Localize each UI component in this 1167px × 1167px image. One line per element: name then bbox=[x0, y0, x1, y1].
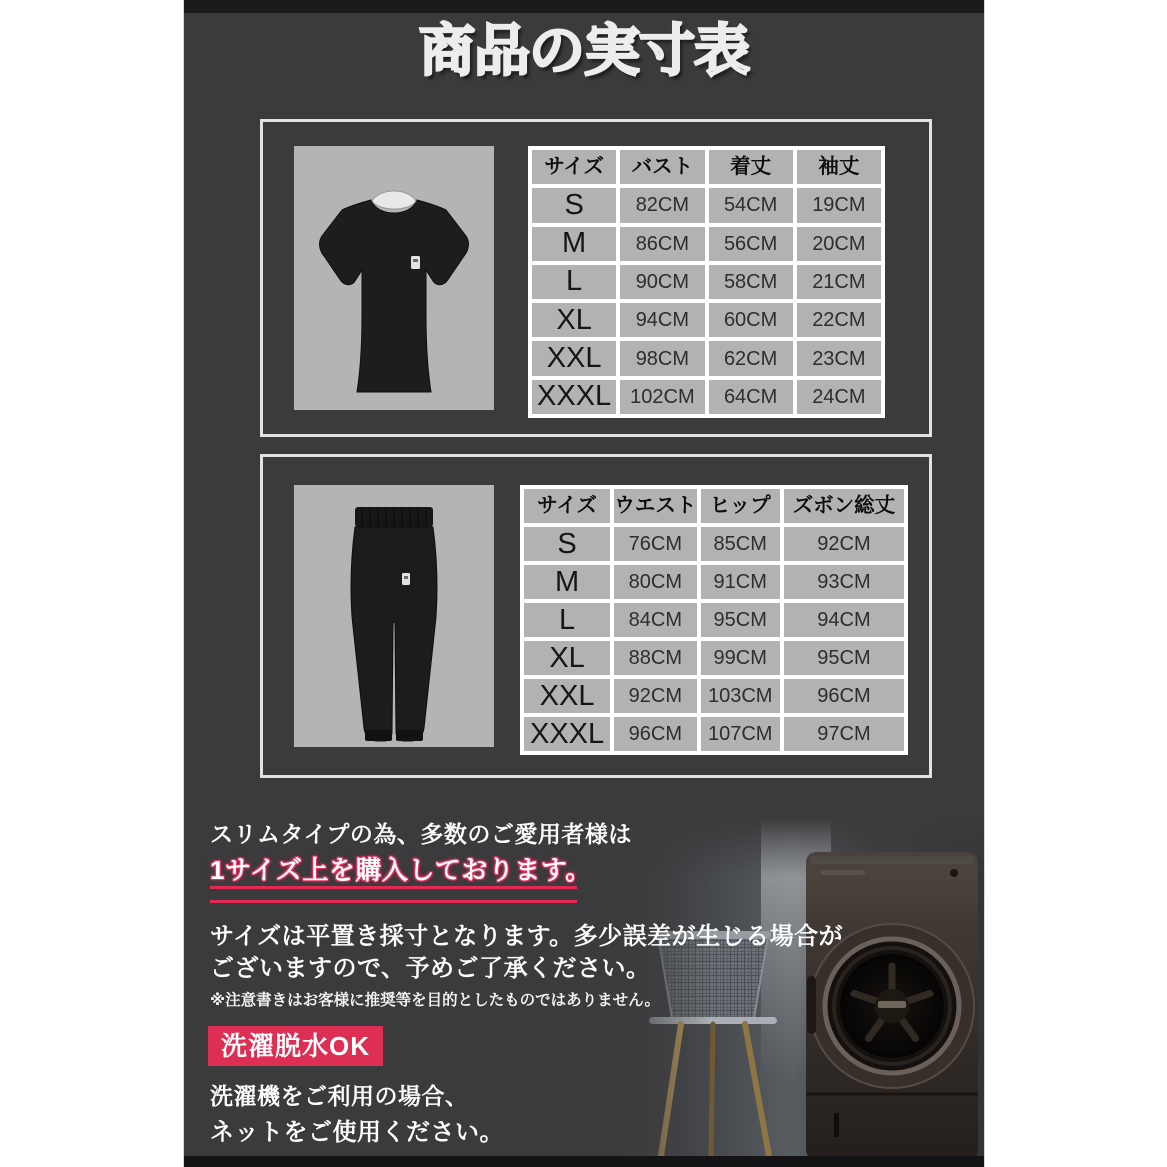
size-value-cell: 88CM bbox=[614, 641, 696, 675]
red-double-underline bbox=[210, 886, 577, 903]
size-value-cell: 103CM bbox=[701, 679, 780, 713]
size-value-cell: 86CM bbox=[620, 227, 704, 261]
size-value-cell: 19CM bbox=[797, 188, 881, 222]
size-label-cell: XL bbox=[524, 641, 610, 675]
size-label-cell: XXXL bbox=[532, 380, 616, 414]
size-value-cell: 23CM bbox=[797, 341, 881, 375]
tshirt-logo bbox=[411, 256, 420, 269]
size-value-cell: 90CM bbox=[620, 265, 704, 299]
size-table-header-cell: ズボン総丈 bbox=[784, 489, 904, 523]
size-label-cell: XXXL bbox=[524, 717, 610, 751]
size-value-cell: 58CM bbox=[709, 265, 793, 299]
measure-note-line2: ございますので、予めご了承ください。 bbox=[210, 955, 651, 982]
size-table-header-cell: バスト bbox=[620, 150, 704, 184]
size-value-cell: 64CM bbox=[709, 380, 793, 414]
size-table-header-cell: 袖丈 bbox=[797, 150, 881, 184]
size-table-header-cell: ヒップ bbox=[701, 489, 780, 523]
wash-ok-badge: 洗濯脱水OK bbox=[208, 1026, 383, 1066]
size-label-cell: L bbox=[532, 265, 616, 299]
size-table-header-cell: 着丈 bbox=[709, 150, 793, 184]
pants-image bbox=[294, 485, 494, 747]
measure-note-line1: サイズは平置き採寸となります。多少誤差が生じる場合が bbox=[210, 923, 844, 950]
size-value-cell: 94CM bbox=[620, 303, 704, 337]
pants-graphic bbox=[294, 485, 494, 747]
size-value-cell: 102CM bbox=[620, 380, 704, 414]
size-value-cell: 24CM bbox=[797, 380, 881, 414]
size-value-cell: 92CM bbox=[614, 679, 696, 713]
tshirt-graphic bbox=[294, 146, 494, 410]
pants-size-section bbox=[260, 454, 932, 778]
size-value-cell: 93CM bbox=[784, 565, 904, 599]
shirt-image bbox=[294, 146, 494, 410]
size-value-cell: 84CM bbox=[614, 603, 696, 637]
wash-note-line2: ネットをご使用ください。 bbox=[210, 1119, 504, 1146]
size-table-header-cell: サイズ bbox=[532, 150, 616, 184]
size-label-cell: L bbox=[524, 603, 610, 637]
size-value-cell: 85CM bbox=[701, 527, 780, 561]
size-label-cell: M bbox=[524, 565, 610, 599]
slim-note-line2: 1サイズ上を購入しております。 bbox=[210, 855, 592, 885]
size-value-cell: 95CM bbox=[701, 603, 780, 637]
size-value-cell: 54CM bbox=[709, 188, 793, 222]
washing-machine bbox=[806, 852, 978, 1160]
size-value-cell: 96CM bbox=[614, 717, 696, 751]
size-table-header-cell: サイズ bbox=[524, 489, 610, 523]
size-value-cell: 20CM bbox=[797, 227, 881, 261]
size-value-cell: 99CM bbox=[701, 641, 780, 675]
size-table-header-cell: ウエスト bbox=[614, 489, 696, 523]
disclaimer-note: ※注意書きはお客様に推奨等を目的としたものではありません。 bbox=[210, 992, 661, 1009]
size-value-cell: 97CM bbox=[784, 717, 904, 751]
size-value-cell: 21CM bbox=[797, 265, 881, 299]
size-label-cell: S bbox=[524, 527, 610, 561]
size-value-cell: 62CM bbox=[709, 341, 793, 375]
size-value-cell: 96CM bbox=[784, 679, 904, 713]
size-value-cell: 22CM bbox=[797, 303, 881, 337]
size-value-cell: 91CM bbox=[701, 565, 780, 599]
size-label-cell: XXL bbox=[524, 679, 610, 713]
slim-note-line1: スリムタイプの為、多数のご愛用者様は bbox=[210, 821, 632, 847]
size-label-cell: S bbox=[532, 188, 616, 222]
page-title: 商品の実寸表 bbox=[419, 19, 749, 82]
size-value-cell: 92CM bbox=[784, 527, 904, 561]
size-chart-panel bbox=[183, 0, 985, 1167]
size-value-cell: 95CM bbox=[784, 641, 904, 675]
wash-note-line1: 洗濯機をご利用の場合、 bbox=[210, 1083, 469, 1109]
size-value-cell: 82CM bbox=[620, 188, 704, 222]
size-label-cell: XL bbox=[532, 303, 616, 337]
size-value-cell: 80CM bbox=[614, 565, 696, 599]
pants-size-table bbox=[520, 485, 908, 755]
size-value-cell: 94CM bbox=[784, 603, 904, 637]
shirt-size-table bbox=[528, 146, 885, 418]
size-value-cell: 98CM bbox=[620, 341, 704, 375]
size-label-cell: M bbox=[532, 227, 616, 261]
size-value-cell: 56CM bbox=[709, 227, 793, 261]
size-value-cell: 107CM bbox=[701, 717, 780, 751]
size-label-cell: XXL bbox=[532, 341, 616, 375]
bottom-strip bbox=[184, 1156, 984, 1167]
machine-door-handle bbox=[807, 976, 816, 1034]
machine-brand-label bbox=[878, 1001, 906, 1008]
size-value-cell: 60CM bbox=[709, 303, 793, 337]
shirt-size-section bbox=[260, 119, 932, 437]
size-value-cell: 76CM bbox=[614, 527, 696, 561]
